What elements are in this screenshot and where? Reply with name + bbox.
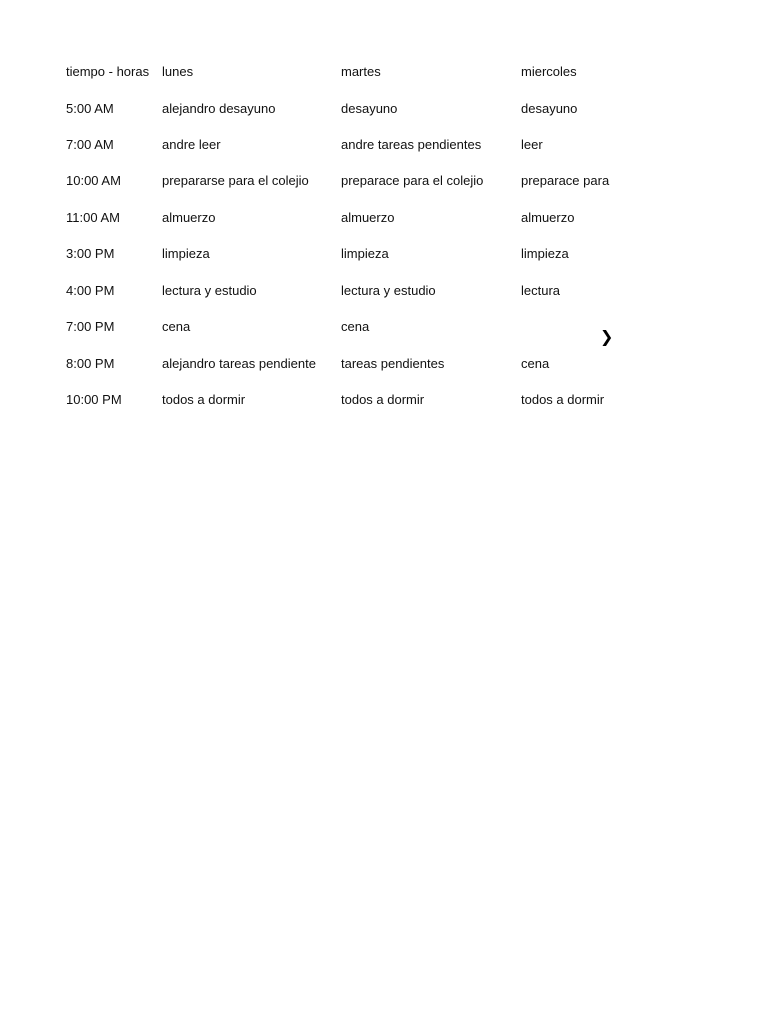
table-row — [0, 244, 768, 264]
time-cell: 10:00 PM — [66, 392, 122, 407]
monday-cell: todos a dormir — [162, 392, 246, 407]
time-cell: 10:00 AM — [66, 173, 121, 188]
header-wednesday: miercoles — [521, 64, 577, 79]
monday-cell: lectura y estudio — [162, 283, 257, 298]
table-row — [0, 390, 768, 410]
tuesday-cell: cena — [341, 319, 370, 334]
monday-cell: limpieza — [162, 246, 210, 261]
table-row — [0, 135, 768, 155]
monday-cell: cena — [162, 319, 191, 334]
table-header-row — [0, 62, 768, 82]
tuesday-cell: almuerzo — [341, 210, 395, 225]
monday-cell: prepararse para el colejio — [162, 173, 309, 188]
chevron-right-icon[interactable]: ❯ — [600, 329, 614, 346]
monday-cell: almuerzo — [162, 210, 216, 225]
time-cell: 8:00 PM — [66, 356, 115, 371]
wednesday-cell: preparace para — [521, 173, 610, 188]
wednesday-cell: almuerzo — [521, 210, 575, 225]
wednesday-cell: todos a dormir — [521, 392, 605, 407]
header-tuesday: martes — [341, 64, 381, 79]
table-row — [0, 99, 768, 119]
header-time: tiempo - horas — [66, 64, 150, 79]
time-cell: 11:00 AM — [66, 210, 120, 225]
table-row — [0, 208, 768, 228]
table-row — [0, 171, 768, 191]
tuesday-cell: preparace para el colejio — [341, 173, 484, 188]
tuesday-cell: desayuno — [341, 101, 398, 116]
tuesday-cell: limpieza — [341, 246, 389, 261]
header-monday: lunes — [162, 64, 194, 79]
tuesday-cell: lectura y estudio — [341, 283, 436, 298]
monday-cell: alejandro desayuno — [162, 101, 276, 116]
wednesday-cell: leer — [521, 137, 543, 152]
table-row — [0, 281, 768, 301]
time-cell: 3:00 PM — [66, 246, 115, 261]
time-cell: 4:00 PM — [66, 283, 115, 298]
wednesday-cell: limpieza — [521, 246, 569, 261]
time-cell: 7:00 PM — [66, 319, 115, 334]
wednesday-cell: desayuno — [521, 101, 578, 116]
table-row — [0, 354, 768, 374]
tuesday-cell: tareas pendientes — [341, 356, 445, 371]
tuesday-cell: andre tareas pendientes — [341, 137, 482, 152]
time-cell: 7:00 AM — [66, 137, 114, 152]
time-cell: 5:00 AM — [66, 101, 114, 116]
wednesday-cell: lectura — [521, 283, 561, 298]
wednesday-cell: cena — [521, 356, 550, 371]
tuesday-cell: todos a dormir — [341, 392, 425, 407]
table-row — [0, 317, 768, 337]
monday-cell: andre leer — [162, 137, 221, 152]
monday-cell: alejandro tareas pendiente — [162, 356, 316, 371]
